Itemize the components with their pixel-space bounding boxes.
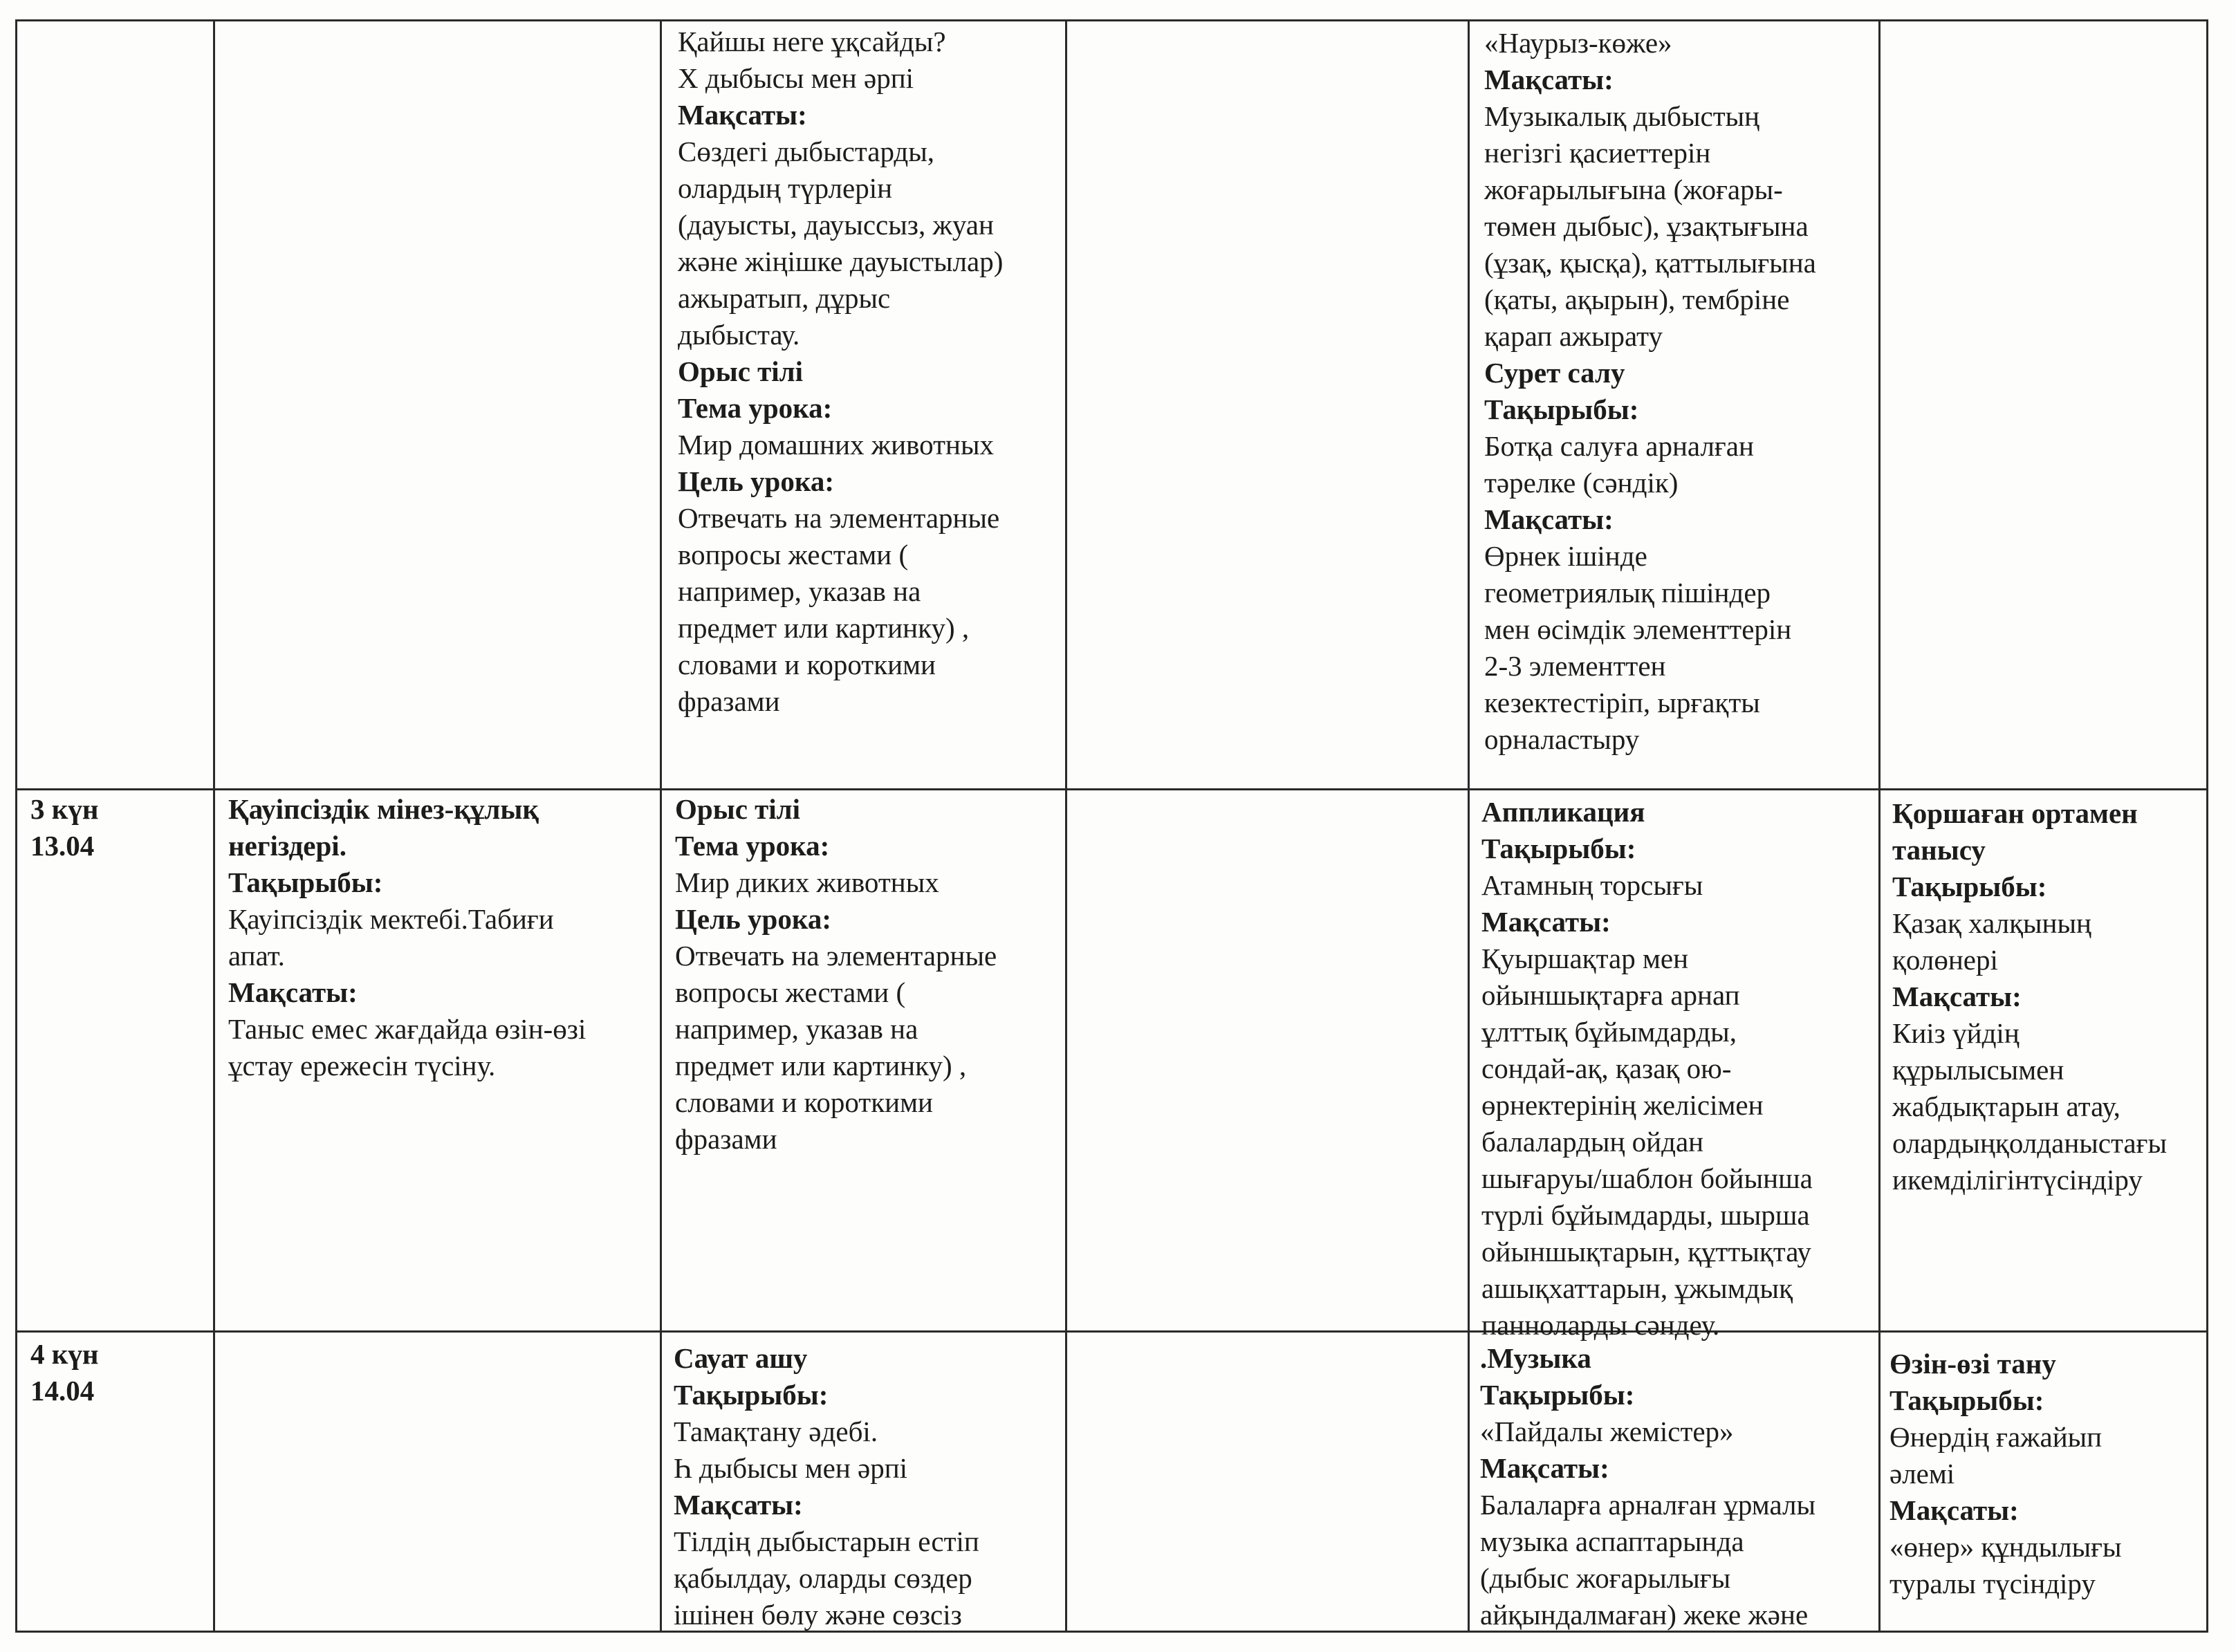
cell-text-line: туралы түсіндіру	[1889, 1568, 2096, 1599]
cell-heading: Мақсаты:	[674, 1489, 803, 1521]
cell-heading: Мақсаты:	[1889, 1494, 2019, 1526]
cell-text-line: 2-3 элементтен	[1484, 650, 1666, 682]
cell-text-line: ұлттық бұйымдарды,	[1481, 1016, 1737, 1048]
cell-text-line: төмен дыбыс), ұзақтығына	[1484, 210, 1809, 242]
cell-text-line: Музыкалық дыбыстың	[1484, 100, 1760, 132]
cell-text-line: например, указав на	[675, 1013, 918, 1045]
table-rule-col6	[1878, 19, 1881, 1633]
cell-text-line: Сөздегі дыбыстарды,	[678, 136, 935, 167]
cell-heading: 4 күн	[30, 1338, 99, 1370]
cell-heading: 3 күн	[30, 793, 99, 825]
cell-text-line: құрылысымен	[1892, 1054, 2064, 1086]
cell-text-line: ішінен бөлу және сөзсіз	[674, 1599, 962, 1631]
cell-text-line: Қайшы неге ұқсайды?	[678, 26, 946, 57]
cell-text-line: Таныс емес жағдайда өзін-өзі	[228, 1013, 586, 1045]
cell-text-line: ажыратып, дұрыс	[678, 282, 891, 314]
table-rule-col4	[1065, 19, 1067, 1633]
cell-text-line: вопросы жестами (	[678, 539, 909, 570]
table-cell	[674, 1340, 979, 1633]
cell-heading: 13.04	[30, 830, 95, 862]
cell-heading: Тақырыбы:	[228, 866, 383, 898]
table-rule-col2	[213, 19, 215, 1633]
cell-text-line: Қауіпсіздік мектебі.Табиғи	[228, 903, 554, 935]
cell-text-line: олардың түрлерін	[678, 172, 893, 204]
cell-text-line: ойыншықтарын, құттықтау	[1481, 1236, 1811, 1268]
cell-heading: Мақсаты:	[1480, 1452, 1609, 1484]
cell-text-line: «Пайдалы жемістер»	[1480, 1416, 1734, 1447]
table-rule-col7	[2206, 19, 2208, 1633]
table-cell	[675, 791, 997, 1158]
cell-text-line: икемділігінтүсіндіру	[1892, 1164, 2143, 1196]
cell-text-line: шығаруы/шаблон бойынша	[1481, 1162, 1813, 1194]
cell-heading: Сурет салу	[1484, 357, 1625, 389]
cell-heading: Тақырыбы:	[1481, 833, 1636, 864]
cell-heading: Тақырыбы:	[1484, 393, 1639, 425]
cell-text-line: ұстау ережесін түсіну.	[228, 1050, 496, 1082]
table-rule-col3	[660, 19, 662, 1633]
cell-text-line: предмет или картинку) ,	[675, 1050, 967, 1082]
cell-text-line: әлемі	[1889, 1458, 1955, 1489]
cell-text-line: қабылдау, оларды сөздер	[674, 1562, 972, 1594]
cell-text-line: Мир диких животных	[675, 866, 939, 898]
cell-text-line: «өнер» құндылығы	[1889, 1531, 2122, 1563]
cell-heading: танысу	[1892, 834, 1986, 866]
cell-text-line: және жіңішке дауыстылар)	[678, 245, 1004, 277]
cell-text-line: например, указав на	[678, 575, 921, 607]
cell-heading: Цель урока:	[675, 903, 831, 935]
cell-text-line: ашықхаттарын, ұжымдық	[1481, 1272, 1793, 1304]
cell-heading: Орыс тілі	[678, 355, 804, 387]
cell-heading: Мақсаты:	[228, 976, 358, 1008]
cell-text-line: дыбыстау.	[678, 319, 800, 351]
table-cell	[1481, 794, 1813, 1344]
cell-heading: Өзін-өзі тану	[1889, 1348, 2056, 1380]
table-cell	[1892, 795, 2167, 1198]
cell-text-line: айқындалмаған) жеке және	[1480, 1599, 1809, 1631]
cell-heading: Тема урока:	[678, 392, 833, 424]
cell-text-line: (дыбыс жоғарылығы	[1480, 1562, 1731, 1594]
cell-text-line: Киіз үйдің	[1892, 1017, 2020, 1049]
cell-text-line: олардыңқолданыстағы	[1892, 1127, 2167, 1159]
cell-text-line: вопросы жестами (	[675, 976, 906, 1008]
cell-text-line: Атамның торсығы	[1481, 869, 1703, 901]
cell-text-line: музыка аспаптарында	[1480, 1525, 1744, 1557]
cell-text-line: кезектестіріп, ырғақты	[1484, 687, 1760, 718]
cell-text-line: фразами	[678, 685, 780, 717]
cell-text-line: Ботқа салуға арналған	[1484, 430, 1754, 462]
cell-text-line: Тілдің дыбыстарын естіп	[674, 1525, 979, 1557]
cell-text-line: геометриялық пішіндер	[1484, 577, 1771, 609]
table-rule-col1	[15, 19, 17, 1633]
cell-heading: Сауат ашу	[674, 1342, 808, 1374]
cell-heading: негіздері.	[228, 830, 347, 862]
cell-text-line: Өнердің ғажайып	[1889, 1421, 2103, 1453]
cell-heading: Тема урока:	[675, 830, 830, 862]
cell-text-line: негізгі қасиеттерін	[1484, 137, 1711, 169]
cell-text-line: өрнектерінің желісімен	[1481, 1089, 1764, 1121]
cell-text-line: жоғарылығына (жоғары-	[1484, 174, 1783, 205]
cell-text-line: панноларды сәндеу.	[1481, 1309, 1720, 1341]
cell-text-line: словами и короткими	[675, 1086, 933, 1118]
cell-heading: Тақырыбы:	[1480, 1379, 1635, 1411]
cell-text-line: мен өсімдік элементтерін	[1484, 613, 1792, 645]
cell-text-line: Мир домашних животных	[678, 429, 995, 461]
cell-text-line: тәрелке (сәндік)	[1484, 467, 1679, 499]
cell-text-line: Қуыршақтар мен	[1481, 943, 1689, 974]
cell-text-line: (ұзақ, қысқа), қаттылығына	[1484, 247, 1816, 279]
cell-text-line: (дауысты, дауыссыз, жуан	[678, 209, 994, 241]
cell-heading: Мақсаты:	[678, 99, 807, 131]
cell-heading: Тақырыбы:	[1892, 871, 2047, 902]
cell-text-line: Балаларға арналған ұрмалы	[1480, 1489, 1816, 1521]
cell-text-line: балалардың ойдан	[1481, 1126, 1704, 1158]
cell-heading: Мақсаты:	[1892, 981, 2022, 1012]
cell-text-line: (қаты, ақырын), тембріне	[1484, 284, 1790, 315]
cell-heading: Аппликация	[1481, 796, 1645, 828]
cell-text-line: Қазақ халқының	[1892, 907, 2091, 939]
cell-text-line: предмет или картинку) ,	[678, 612, 970, 644]
table-cell	[1480, 1340, 1815, 1633]
cell-text-line: Отвечать на элементарные	[678, 502, 1000, 534]
cell-text-line: фразами	[675, 1123, 777, 1155]
cell-text-line: түрлі бұйымдарды, шырша	[1481, 1199, 1810, 1231]
table-cell	[678, 24, 1003, 720]
cell-text-line: ойыншықтарға арнап	[1481, 979, 1740, 1011]
cell-text-line: Х дыбысы мен әрпі	[678, 62, 914, 94]
cell-text-line: Тамақтану әдебі.	[674, 1416, 878, 1447]
cell-text-line: қолөнері	[1892, 944, 1998, 976]
table-cell	[30, 1336, 99, 1409]
cell-text-line: Һ дыбысы мен әрпі	[674, 1452, 908, 1484]
cell-text-line: сондай-ақ, қазақ ою-	[1481, 1052, 1732, 1084]
cell-heading: Қоршаған ортамен	[1892, 797, 2138, 829]
cell-text-line: Отвечать на элементарные	[675, 940, 997, 972]
cell-heading: 14.04	[30, 1375, 95, 1407]
cell-heading: Цель урока:	[678, 465, 834, 497]
cell-heading: Мақсаты:	[1484, 64, 1614, 95]
table-cell	[1484, 25, 1816, 758]
table-cell	[1889, 1346, 2122, 1602]
cell-text-line: жабдықтарын атау,	[1892, 1090, 2120, 1122]
cell-text-line: словами и короткими	[678, 649, 936, 680]
table-cell	[228, 791, 586, 1084]
cell-heading: Орыс тілі	[675, 793, 801, 825]
cell-text-line: қарап ажырату	[1484, 320, 1663, 352]
cell-text-line: «Наурыз-көже»	[1484, 27, 1672, 59]
table-cell	[30, 791, 99, 864]
cell-text-line: Өрнек ішінде	[1484, 540, 1647, 572]
cell-heading: Мақсаты:	[1484, 503, 1614, 535]
table-rule-col5	[1468, 19, 1470, 1633]
cell-text-line: апат.	[228, 940, 285, 972]
cell-heading: Тақырыбы:	[1889, 1384, 2044, 1416]
cell-heading: Тақырыбы:	[674, 1379, 829, 1411]
cell-heading: Мақсаты:	[1481, 906, 1611, 938]
cell-text-line: орналастыру	[1484, 723, 1640, 755]
cell-heading: .Музыка	[1480, 1342, 1591, 1374]
cell-heading: Қауіпсіздік мінез-құлық	[228, 793, 539, 825]
